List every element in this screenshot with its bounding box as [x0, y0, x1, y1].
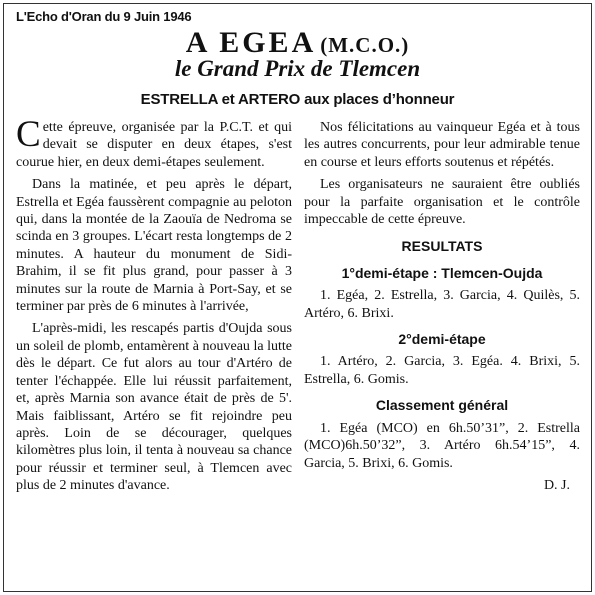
deck-headline: ESTRELLA et ARTERO aux places d’honneur [140, 91, 455, 108]
article-paragraph: Les organisateurs ne sauraient être oubliés pour la parfaite organisation et le contrôle impeccable de cette épreuve. [304, 177, 580, 228]
article-column-right [304, 119, 580, 494]
drop-cap: C [16, 114, 41, 155]
article-paragraph [16, 114, 292, 171]
subheadline: le Grand Prix de Tlemcen [174, 56, 421, 81]
stage2-title: 2°demi-étape [398, 331, 486, 348]
newspaper-source: L'Echo d'Oran du 9 Juin 1946 [16, 9, 192, 24]
stage2-results: 1. Artéro, 2. Garcia, 3. Egéa. 4. Brixi, 5. Estrella, 6. Gomis. [304, 354, 580, 387]
paragraph-text: ette épreuve, organisée par la P.C.T. et qui devait se disputer en deux étapes, s'est courue hier, en deux demi-étapes seulement. [16, 120, 292, 170]
stage1-title: 1°demi-étape : Tlemcen-Oujda [341, 264, 543, 281]
general-title: Classement général [375, 397, 509, 414]
article-paragraph: Dans la matinée, et peu après le départ, Estrella et Egéa faussèrent compagnie au peloton qui, dans la montée de la Zaouïa de Nedroma se scinda en 3 groupes. L'écart resta longtemps de 2 minutes. A hauteur du monument de Sidi-Brahim, il se fit plus grand, pour passer à 3 minutes sur la route de Marnia à Port-Say, et se terminer par près de 6 minutes à l'arrivée, [16, 177, 292, 315]
author-signature: D. J. [543, 477, 570, 493]
article-paragraph: Nos félicitations au vainqueur Egéa et à tous les autres concurrents, pour leur admirable tenue en course et leurs efforts soutenus et répétés. [304, 120, 580, 170]
stage1-results: 1. Egéa, 2. Estrella, 3. Garcia, 4. Quilès, 5. Artéro, 6. Brixi. [304, 288, 580, 321]
headline-name: A EGEA [185, 26, 317, 59]
headline [0, 28, 595, 58]
general-results: 1. Egéa (MCO) en 6h.50’31”, 2. Estrella (MCO)6h.50’32”, 3. Artéro 6h.54’15”, 4. Garcia, 5. Brixi, 6. Gomis. [304, 420, 580, 471]
headline-club: (M.C.O.) [320, 33, 410, 57]
article-column-left [16, 114, 292, 500]
article-paragraph: L'après-midi, les rescapés partis d'Oujda sous un soleil de plomb, entamèrent à nouveau la lutte dès le départ. Ce fut alors au tour d'Artéro de tenter l'échappée. Elle lui réussit parfaitement, et, après Marnia son avance était de près de 5'. Mais faiblissant, Artéro se fit rejoindre peu après. Loin de se décourager, quelques kilomètres plus loin, il tenta à nouveau sa chance pour réussir et terminer seul, à Tlemcen avec plus de 2 minutes d'avance. [16, 321, 292, 494]
results-heading: RESULTATS [401, 238, 483, 255]
